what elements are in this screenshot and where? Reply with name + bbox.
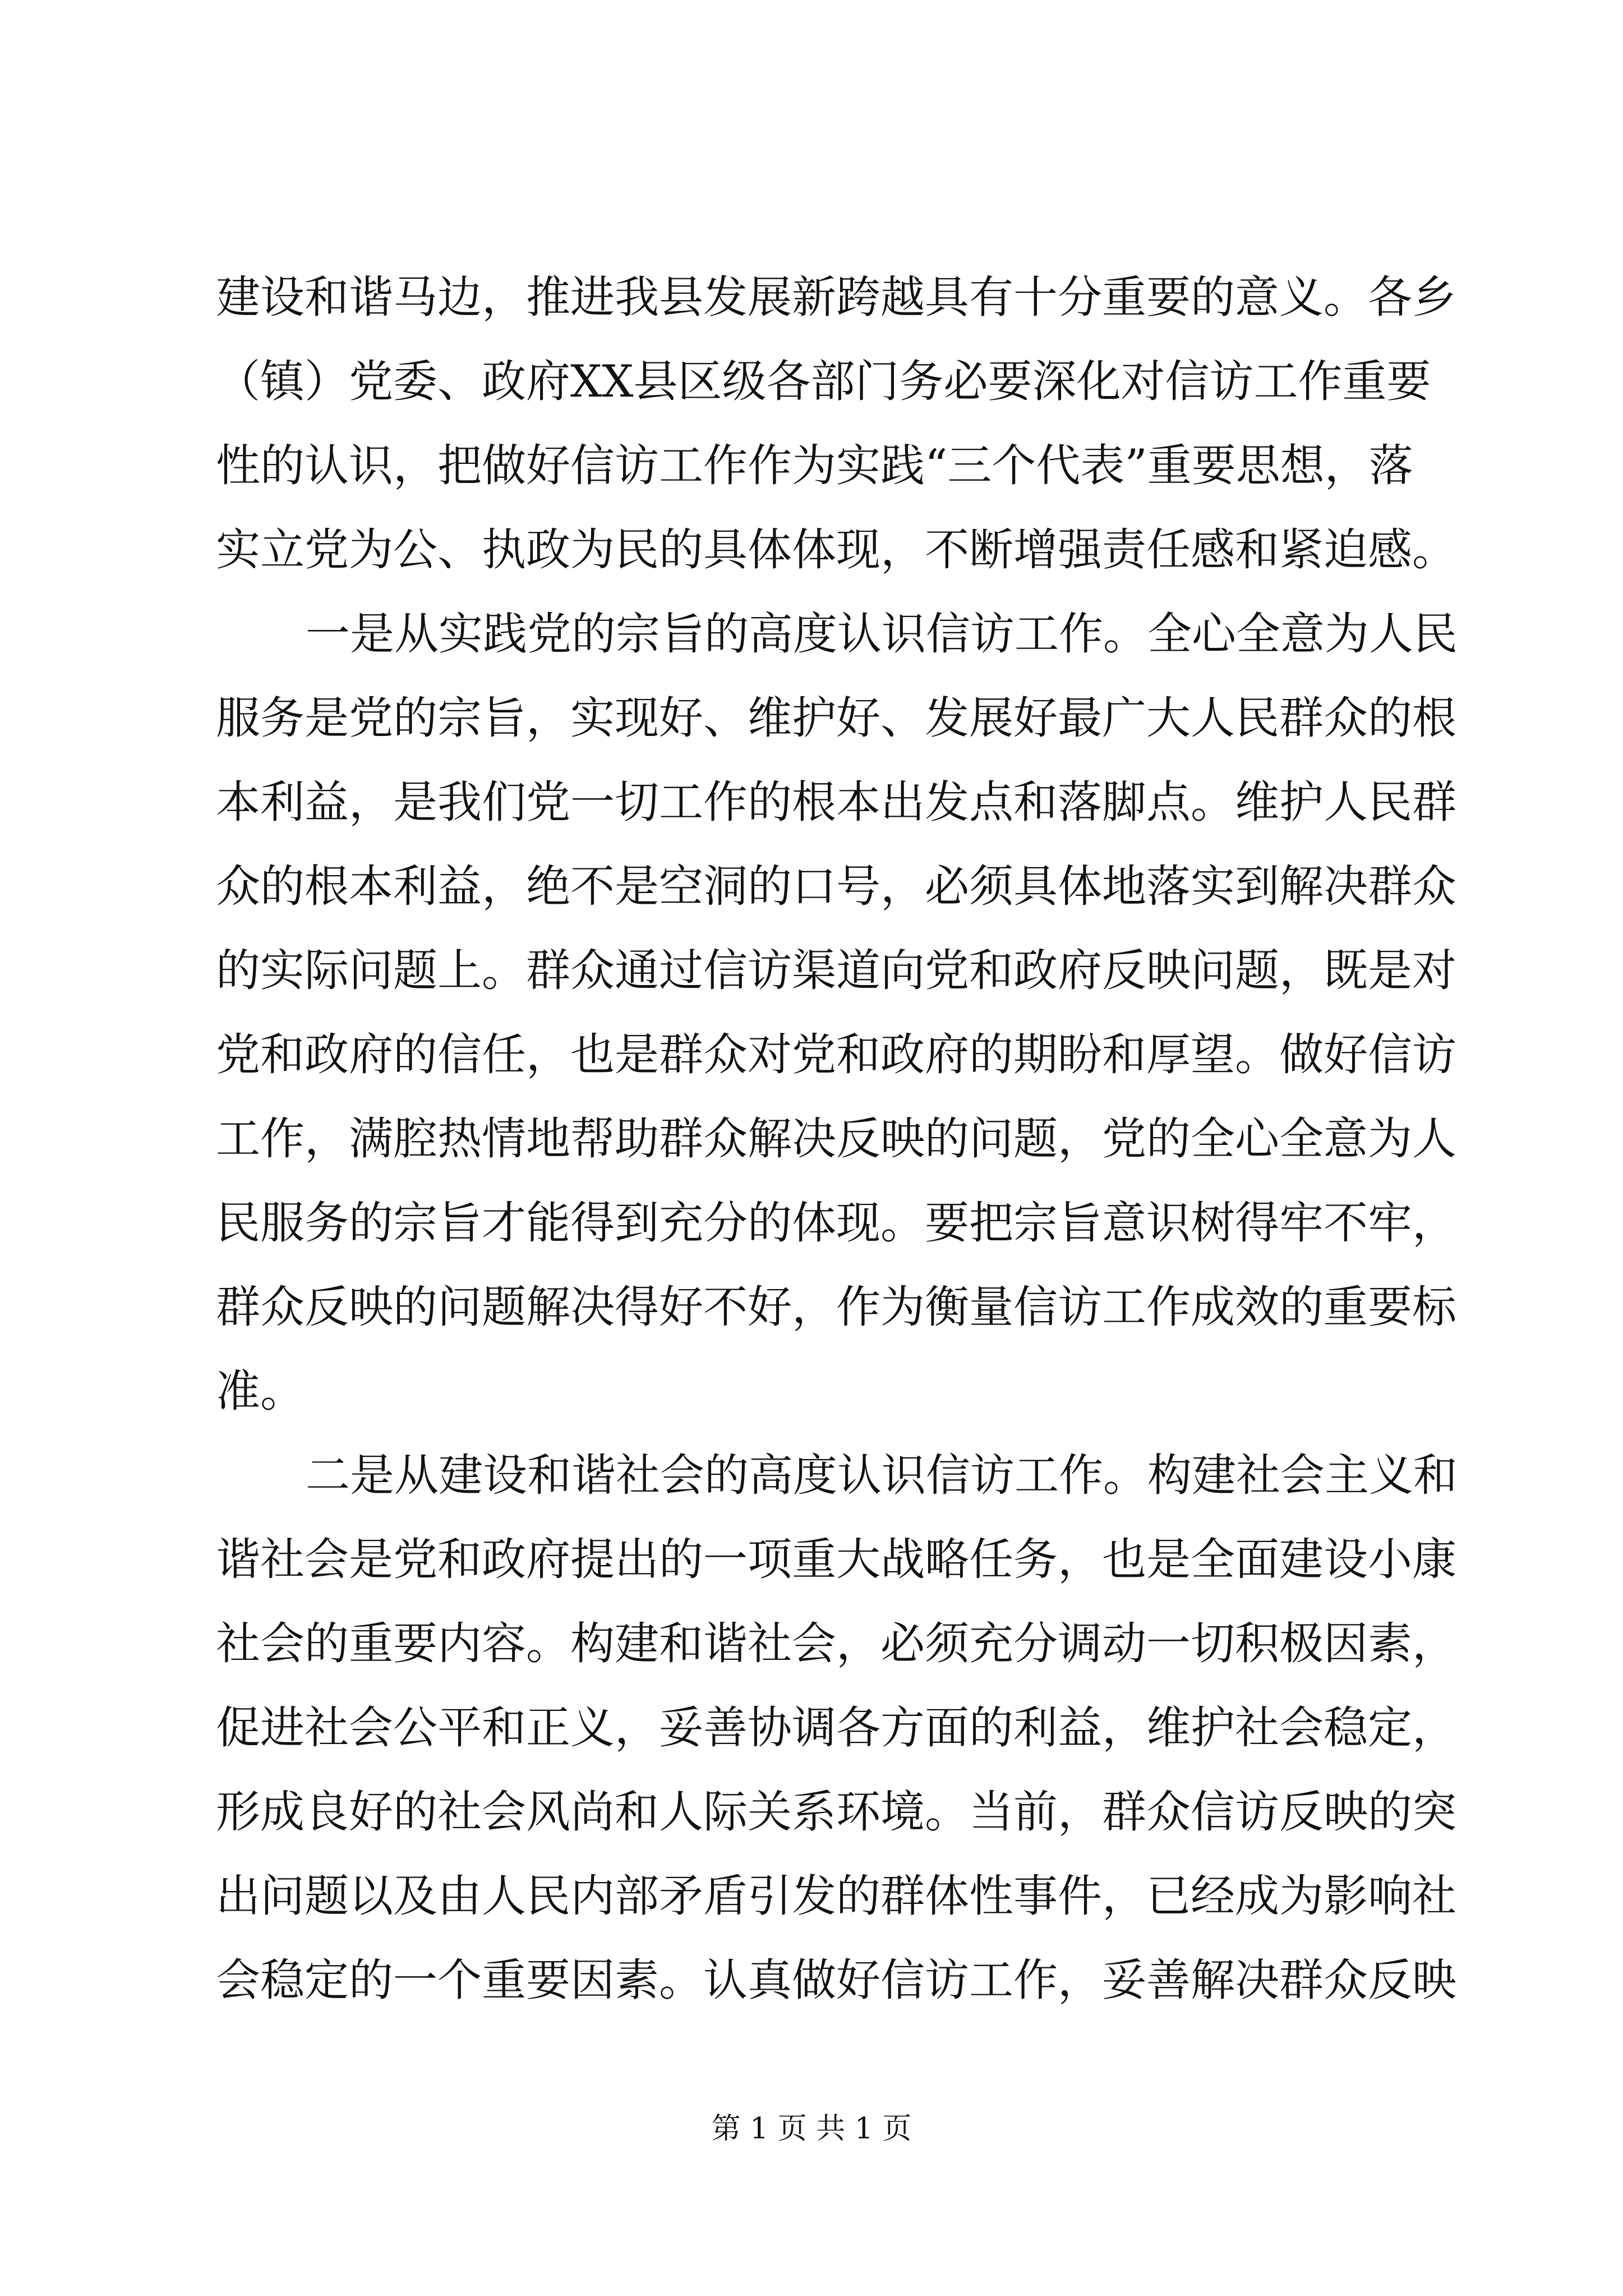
- paragraph-2-line-1: 一是从实践党的宗旨的高度认识信访工作。全心全意为人民: [306, 608, 1458, 660]
- paragraph-1-line-1: 建设和谐马边，推进我县发展新跨越具有十分重要的意义。各乡: [216, 272, 1456, 323]
- paragraph-2-line-2: 服务是党的宗旨，实现好、维护好、发展好最广大人民群众的根: [216, 692, 1456, 744]
- page-number-footer: 第 1 页 共 1 页: [711, 2112, 912, 2146]
- paragraph-3-line-3: 社会的重要内容。构建和谐社会，必须充分调动一切积极因素，: [216, 1618, 1456, 1669]
- paragraph-2-line-4: 众的根本利益，绝不是空洞的口号，必须具体地落实到解决群众: [216, 861, 1456, 912]
- paragraph-2-line-8: 民服务的宗旨才能得到充分的体现。要把宗旨意识树得牢不牢，: [216, 1197, 1456, 1249]
- paragraph-2-line-10: 准。: [216, 1365, 305, 1417]
- paragraph-3-line-5: 形成良好的社会风尚和人际关系环境。当前，群众信访反映的突: [216, 1786, 1456, 1838]
- paragraph-2-line-7: 工作，满腔热情地帮助群众解决反映的问题，党的全心全意为人: [216, 1113, 1456, 1165]
- paragraph-2-line-5: 的实际问题上。群众通过信访渠道向党和政府反映问题，既是对: [216, 945, 1456, 996]
- paragraph-1-line-4: 实立党为公、执政为民的具体体现，不断增强责任感和紧迫感。: [216, 524, 1456, 576]
- paragraph-3-line-1: 二是从建设和谐社会的高度认识信访工作。构建社会主义和: [306, 1450, 1458, 1501]
- paragraph-1-line-2: （镇）党委、政府XX县区级各部门务必要深化对信访工作重要: [216, 356, 1431, 407]
- paragraph-2-line-6: 党和政府的信任，也是群众对党和政府的期盼和厚望。做好信访: [216, 1029, 1456, 1080]
- paragraph-2-line-3: 本利益，是我们党一切工作的根本出发点和落脚点。维护人民群: [216, 776, 1456, 828]
- paragraph-3-line-2: 谐社会是党和政府提出的一项重大战略任务，也是全面建设小康: [216, 1534, 1456, 1585]
- paragraph-3-line-7: 会稳定的一个重要因素。认真做好信访工作，妥善解决群众反映: [216, 1954, 1456, 2006]
- paragraph-3-line-6: 出问题以及由人民内部矛盾引发的群体性事件，已经成为影响社: [216, 1870, 1456, 1922]
- paragraph-3-line-4: 促进社会公平和正义，妥善协调各方面的利益，维护社会稳定，: [216, 1702, 1456, 1754]
- paragraph-2-line-9: 群众反映的问题解决得好不好，作为衡量信访工作成效的重要标: [216, 1281, 1456, 1333]
- paragraph-1-line-3: 性的认识，把做好信访工作作为实践“三个代表”重要思想，落: [216, 440, 1413, 491]
